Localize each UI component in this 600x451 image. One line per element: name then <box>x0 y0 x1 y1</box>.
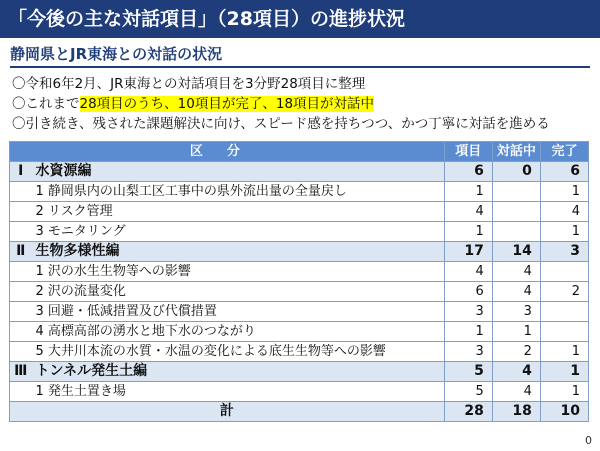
total-items: 28 <box>444 402 492 422</box>
table-row <box>10 262 589 282</box>
row-in-dialogue <box>492 222 540 242</box>
row-in-dialogue: 4 <box>492 262 540 282</box>
row-label: 5 大井川本流の水質・水温の変化による底生生物等への影響 <box>32 342 445 362</box>
bullet-list <box>12 74 597 134</box>
total-completed: 10 <box>540 402 588 422</box>
row-in-dialogue <box>492 182 540 202</box>
section-items: 6 <box>444 162 492 182</box>
row-items: 6 <box>444 282 492 302</box>
table-row <box>10 202 589 222</box>
row-items: 3 <box>444 302 492 322</box>
section-numeral: Ⅲ <box>10 362 32 382</box>
section-in-dialogue: 0 <box>492 162 540 182</box>
header-category: 区分 <box>10 142 445 162</box>
table-row <box>10 182 589 202</box>
section-completed: 1 <box>540 362 588 382</box>
row-in-dialogue: 1 <box>492 322 540 342</box>
row-completed: 2 <box>540 282 588 302</box>
row-label: 1 静岡県内の山梨工区工事中の県外流出量の全量戻し <box>32 182 445 202</box>
section-row-biodiversity <box>10 242 589 262</box>
section-items: 17 <box>444 242 492 262</box>
table-row <box>10 222 589 242</box>
bullet-2-prefix: 〇これまで <box>12 96 80 112</box>
header-in-dialogue: 対話中 <box>492 142 540 162</box>
table-row <box>10 382 589 402</box>
section-in-dialogue: 4 <box>492 362 540 382</box>
row-label: 1 発生土置き場 <box>32 382 445 402</box>
table-row <box>10 302 589 322</box>
row-in-dialogue: 4 <box>492 282 540 302</box>
section-completed: 3 <box>540 242 588 262</box>
table-row <box>10 282 589 302</box>
row-items: 1 <box>444 322 492 342</box>
section-row-tunnel-soil <box>10 362 589 382</box>
section-numeral: Ⅰ <box>10 162 32 182</box>
row-items: 1 <box>444 222 492 242</box>
section-completed: 6 <box>540 162 588 182</box>
row-completed <box>540 322 588 342</box>
row-label: 4 高標高部の湧水と地下水のつながり <box>32 322 445 342</box>
slide-title: 「今後の主な対話項目」（28項目）の進捗状況 <box>0 0 600 38</box>
page-number: 0 <box>585 434 592 447</box>
bullet-3: 〇引き続き、残された課題解決に向け、スピード感を持ちつつ、かつ丁寧に対話を進める <box>12 116 550 132</box>
row-label: 2 リスク管理 <box>32 202 445 222</box>
bullet-1: 〇令和6年2月、JR東海との対話項目を3分野28項目に整理 <box>12 76 366 92</box>
row-completed: 1 <box>540 222 588 242</box>
header-completed: 完了 <box>540 142 588 162</box>
section-name: 生物多様性編 <box>32 242 445 262</box>
row-items: 4 <box>444 202 492 222</box>
bullet-2 <box>12 94 597 114</box>
progress-table <box>9 141 589 422</box>
row-in-dialogue <box>492 202 540 222</box>
header-items: 項目 <box>444 142 492 162</box>
total-in-dialogue: 18 <box>492 402 540 422</box>
row-in-dialogue: 2 <box>492 342 540 362</box>
table-row <box>10 342 589 362</box>
row-in-dialogue: 4 <box>492 382 540 402</box>
row-items: 1 <box>444 182 492 202</box>
row-items: 5 <box>444 382 492 402</box>
total-label: 計 <box>10 402 445 422</box>
row-completed <box>540 302 588 322</box>
bullet-2-highlight: 28項目のうち、10項目が完了、18項目が対話中 <box>79 96 375 112</box>
row-items: 3 <box>444 342 492 362</box>
section-items: 5 <box>444 362 492 382</box>
section-in-dialogue: 14 <box>492 242 540 262</box>
row-completed: 1 <box>540 342 588 362</box>
section-numeral: Ⅱ <box>10 242 32 262</box>
row-completed: 1 <box>540 382 588 402</box>
row-completed <box>540 262 588 282</box>
table-header-row <box>10 142 589 162</box>
total-row <box>10 402 589 422</box>
section-row-water <box>10 162 589 182</box>
row-label: 3 モニタリング <box>32 222 445 242</box>
row-completed: 1 <box>540 182 588 202</box>
row-label: 1 沢の水生生物等への影響 <box>32 262 445 282</box>
row-completed: 4 <box>540 202 588 222</box>
row-label: 3 回避・低減措置及び代償措置 <box>32 302 445 322</box>
row-label: 2 沢の流量変化 <box>32 282 445 302</box>
row-items: 4 <box>444 262 492 282</box>
section-subtitle: 静岡県とJR東海との対話の状況 <box>10 44 590 68</box>
section-name: 水資源編 <box>32 162 445 182</box>
table-row <box>10 322 589 342</box>
section-name: トンネル発生土編 <box>32 362 445 382</box>
row-in-dialogue: 3 <box>492 302 540 322</box>
